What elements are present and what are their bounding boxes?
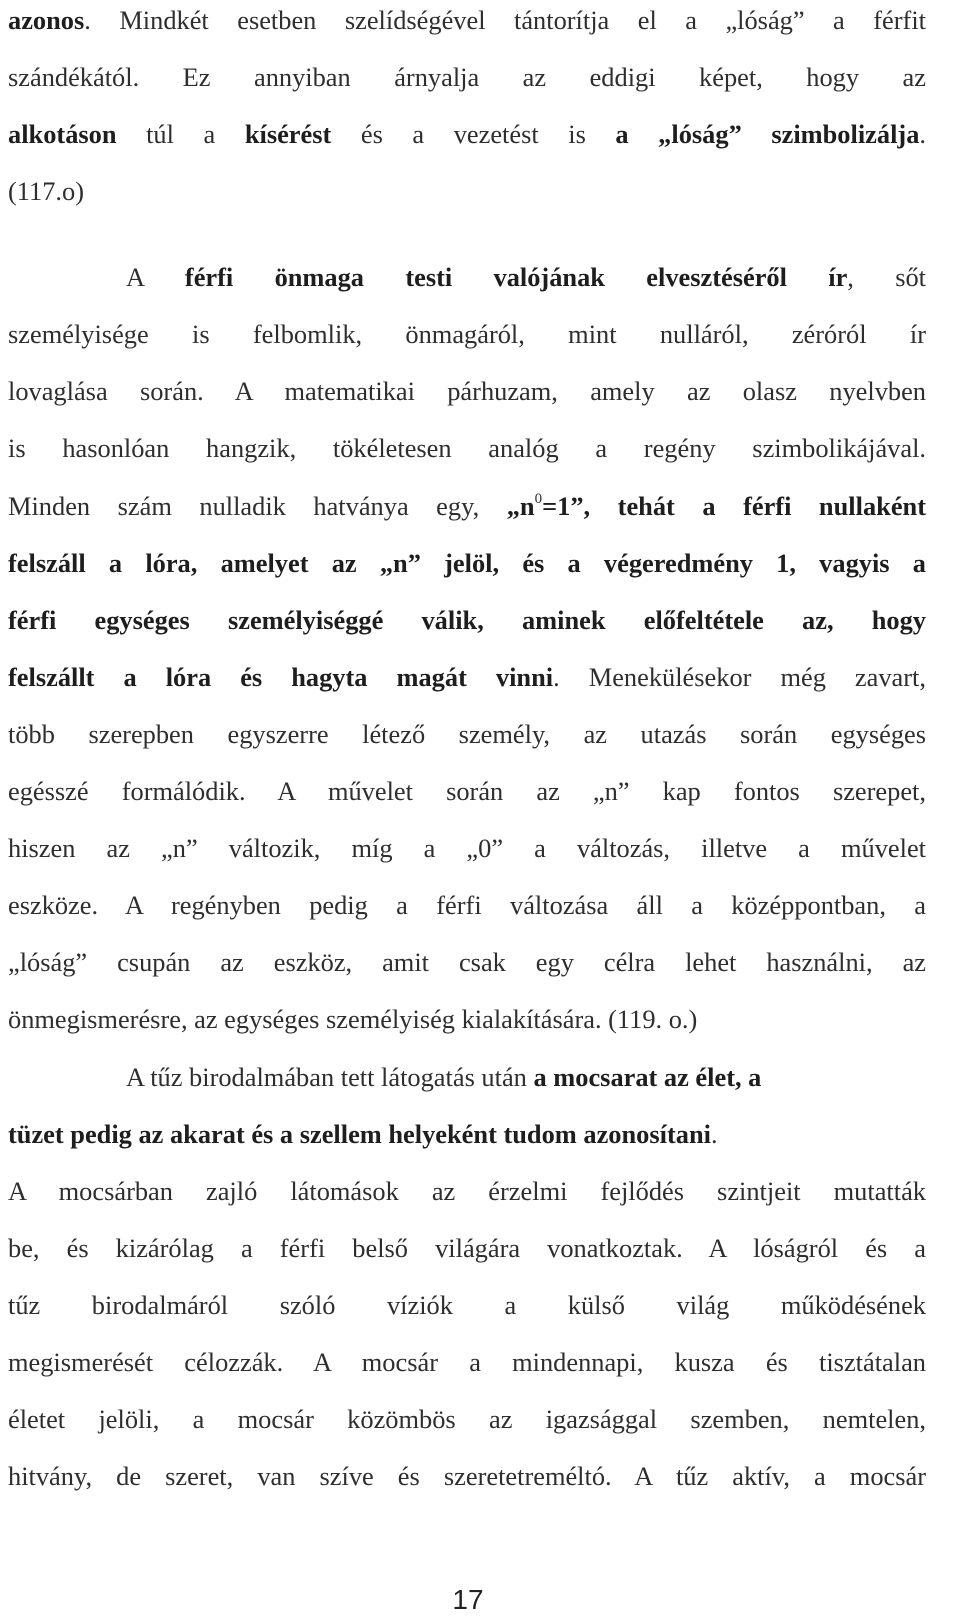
- text-line-11: [8, 600, 926, 640]
- text-run: A mocsárban zajló látomások az érzelmi fejlődés szintjeit mutatták: [8, 1176, 926, 1206]
- text-line-2: [8, 57, 926, 97]
- text-run: tűz birodalmáról szóló víziók a külső világ működésének: [8, 1290, 926, 1320]
- bold-text: felszállt a lóra és hagyta magát vinni: [8, 662, 554, 692]
- text-run: eszköze. A regényben pedig a férfi változása áll a középpontban, a: [8, 890, 926, 920]
- text-line-9: [8, 486, 926, 526]
- bold-text: a mocsarat az élet, a: [533, 1062, 762, 1092]
- text-run: . Menekülésekor még zavart,: [553, 662, 926, 692]
- text-run: .: [919, 119, 926, 149]
- text-run: több szerepben egyszerre létező személy, az utazás során egységes: [8, 719, 926, 749]
- superscript: 0: [534, 491, 543, 507]
- text-run: szándékától. Ez annyiban árnyalja az eddigi képet, hogy az: [8, 62, 926, 92]
- text-line-24: [8, 1342, 926, 1382]
- text-line-21: [8, 1171, 926, 1211]
- text-line-16: [8, 885, 926, 925]
- text-run: megismerését célozzák. A mocsár a mindennapi, kusza és tisztátalan: [8, 1347, 926, 1377]
- text-run: és a vezetést is: [331, 119, 616, 149]
- text-line-19: [8, 1057, 926, 1097]
- bold-text: felszáll a lóra, amelyet az „n” jelöl, és a végeredmény 1, vagyis a: [8, 548, 926, 578]
- text-line-17: [8, 942, 926, 982]
- text-line-15: [8, 828, 926, 868]
- text-run: be, és kizárólag a férfi belső világára vonatkoztak. A lóságról és a: [8, 1233, 926, 1263]
- text-run: . Mindkét esetben szelídségével tántorítja el a „lóság” a férfit: [84, 5, 926, 35]
- text-line-4: [8, 171, 926, 211]
- text-run: is hasonlóan hangzik, tökéletesen analóg a regény szimbolikájával.: [8, 433, 926, 463]
- text-run: személyisége is felbomlik, önmagáról, mint nulláról, zéróról ír: [8, 319, 926, 349]
- text-line-1: [8, 0, 926, 40]
- text-line-23: [8, 1285, 926, 1325]
- bold-text: =1”, tehát a férfi nullaként: [542, 491, 927, 521]
- text-line-14: [8, 771, 926, 811]
- text-run: Minden szám nulladik hatványa egy,: [8, 491, 507, 521]
- text-line-26: [8, 1456, 926, 1496]
- text-line-6: [8, 314, 926, 354]
- text-run: túl a: [116, 119, 245, 149]
- text-run: önmegismerésre, az egységes személyiség kialakítására. (119. o.): [8, 1004, 698, 1034]
- text-run: A tűz birodalmában tett látogatás után: [126, 1062, 534, 1092]
- text-run: , sőt: [847, 262, 926, 292]
- text-run: lovaglása során. A matematikai párhuzam, amely az olasz nyelvben: [8, 376, 926, 406]
- bold-text: tüzet pedig az akarat és a szellem helyeként tudom azonosítani: [8, 1119, 711, 1149]
- bold-text: férfi egységes személyiséggé válik, aminek előfeltétele az, hogy: [8, 605, 926, 635]
- text-run: hitvány, de szeret, van szíve és szeretetreméltó. A tűz aktív, a mocsár: [8, 1461, 926, 1491]
- text-line-18: [8, 999, 926, 1039]
- text-run: (117.o): [8, 176, 84, 206]
- bold-text: alkotáson: [8, 119, 117, 149]
- text-run: A: [126, 262, 185, 292]
- page-number: 17: [452, 1584, 484, 1615]
- text-run: hiszen az „n” változik, míg a „0” a változás, illetve a művelet: [8, 833, 926, 863]
- bold-text: kísérést: [244, 119, 332, 149]
- bold-text: a „lóság” szimbolizálja: [615, 119, 920, 149]
- text-line-22: [8, 1228, 926, 1268]
- text-line-8: [8, 428, 926, 468]
- bold-text: férfi önmaga testi valójának elvesztéséről ír: [184, 262, 848, 292]
- text-line-7: [8, 371, 926, 411]
- text-line-5: [8, 257, 926, 297]
- bold-text: azonos: [8, 5, 85, 35]
- text-line-25: [8, 1399, 926, 1439]
- text-run: „lóság” csupán az eszköz, amit csak egy célra lehet használni, az: [8, 947, 926, 977]
- text-run: .: [710, 1119, 718, 1149]
- text-run: egésszé formálódik. A művelet során az „n” kap fontos szerepet,: [8, 776, 926, 806]
- text-line-10: [8, 543, 926, 583]
- text-line-20: [8, 1114, 926, 1154]
- text-run: életet jelöli, a mocsár közömbös az igazsággal szemben, nemtelen,: [8, 1404, 926, 1434]
- bold-text: „n: [506, 491, 535, 521]
- text-line-3: [8, 114, 926, 154]
- text-line-12: [8, 657, 926, 697]
- text-line-13: [8, 714, 926, 754]
